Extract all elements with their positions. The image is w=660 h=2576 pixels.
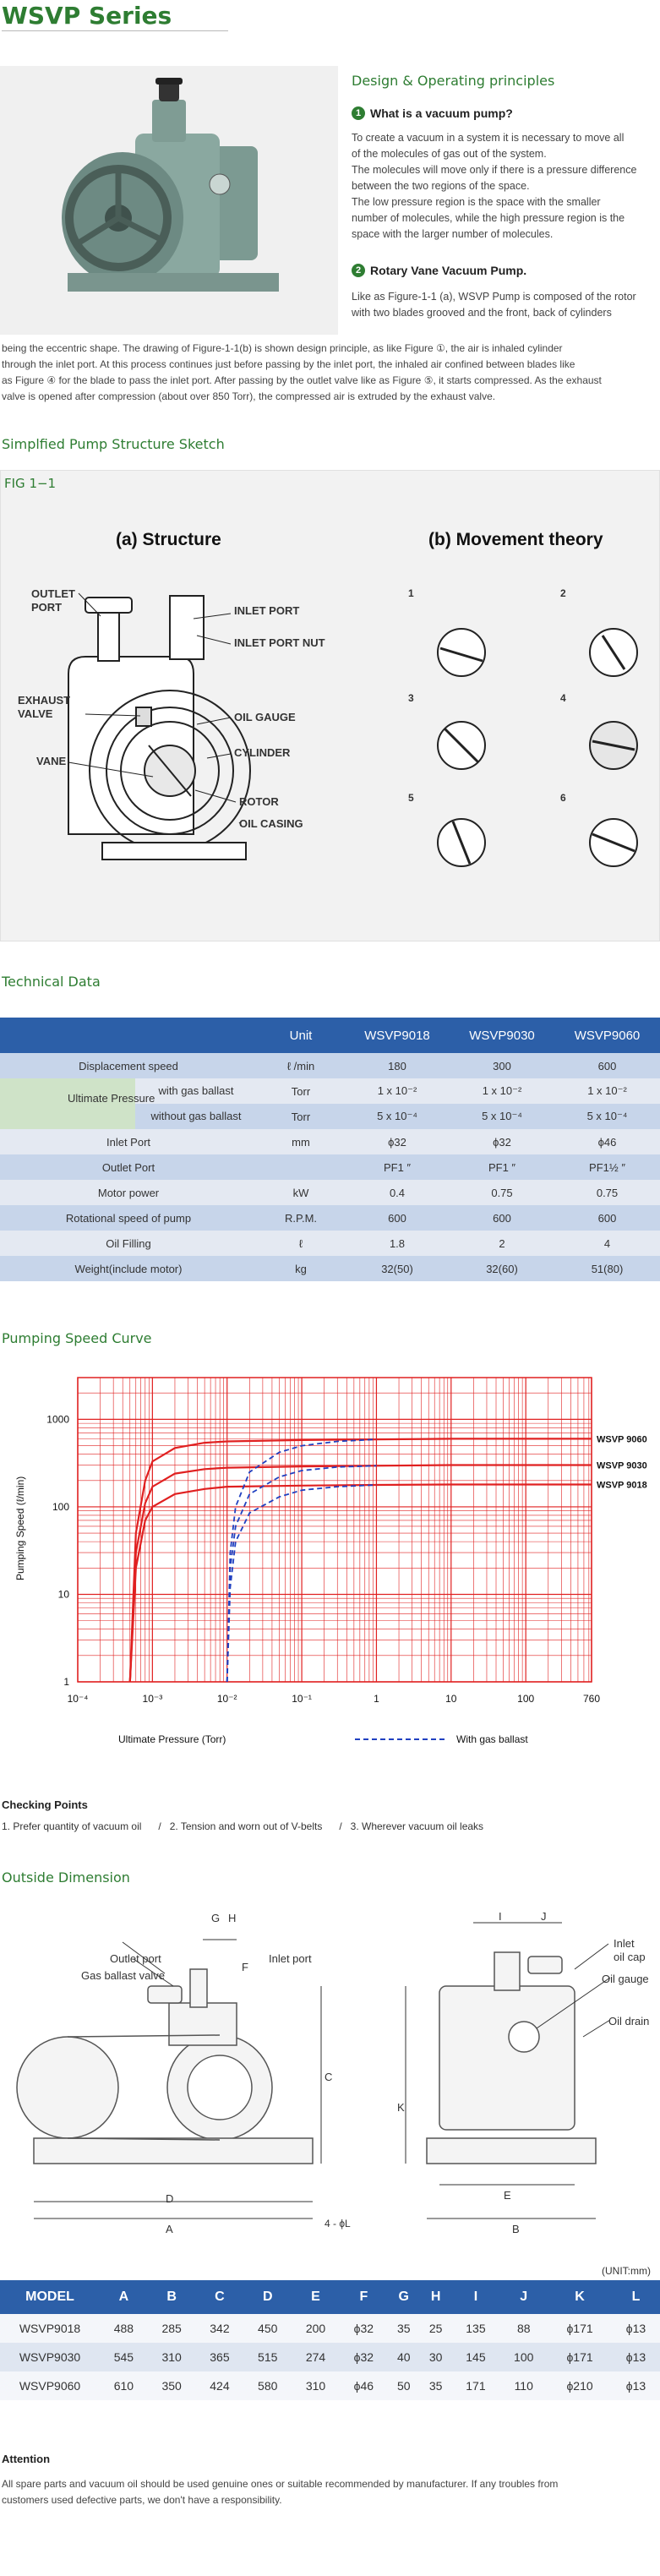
- ultimate-label-bottom: [0, 1104, 135, 1129]
- y-tick-label: 1000: [46, 1413, 69, 1426]
- q1-line: The low pressure region is the space with the smaller: [352, 196, 601, 208]
- dimension-table: [0, 2280, 660, 2400]
- table-cell: 285: [161, 2322, 182, 2335]
- table-cell: Oil Filling: [106, 1236, 151, 1250]
- table-cell: 310: [305, 2379, 326, 2393]
- table-cell: 110: [514, 2379, 533, 2393]
- attention-line: customers used defective parts, we don't have a responsibility.: [2, 2494, 282, 2506]
- table-cell: 40: [396, 2350, 411, 2364]
- x-tick-label: 760: [582, 1693, 601, 1705]
- table-cell: 600: [597, 1059, 617, 1072]
- table-row: [0, 2314, 660, 2343]
- label-cylinder: CYLINDER: [234, 746, 291, 759]
- table-cell: 365: [210, 2350, 230, 2364]
- technical-table: [0, 1018, 660, 1281]
- label-exhaust-line: EXHAUST: [18, 694, 71, 707]
- dim-gas-ballast: Gas ballast valve: [81, 1969, 165, 1982]
- table-header: D: [243, 2280, 292, 2314]
- table-header: E: [292, 2280, 340, 2314]
- x-tick-label: 1: [374, 1693, 379, 1705]
- q1-line: of the molecules of gas out of the system.: [352, 148, 547, 160]
- table-cell: ϕ32: [388, 1135, 406, 1149]
- q1-line: To create a vacuum in a system it is necessary to move all: [352, 132, 625, 144]
- dim-letter-b: B: [512, 2223, 520, 2235]
- dim-letter-d: D: [166, 2192, 174, 2205]
- table-header: B: [148, 2280, 196, 2314]
- table-header: I: [452, 2280, 500, 2314]
- table-cell: 32(60): [486, 1262, 518, 1275]
- series-label: WSVP 9018: [597, 1480, 647, 1491]
- table-row: [0, 1154, 660, 1180]
- step-number: 3: [408, 692, 414, 704]
- table-cell: 424: [210, 2379, 230, 2393]
- dim-letter-i: I: [499, 1910, 502, 1923]
- table-cell: ϕ46: [353, 2379, 374, 2393]
- table-cell: 610: [113, 2379, 134, 2393]
- table-header: H: [420, 2280, 452, 2314]
- table-cell: ϕ171: [566, 2350, 593, 2364]
- table-cell: 145: [466, 2350, 486, 2364]
- dim-letter-j: J: [541, 1910, 547, 1923]
- q1-heading: [352, 106, 513, 120]
- series-label: WSVP 9060: [597, 1434, 647, 1445]
- x-tick-label: 10⁻²: [216, 1693, 237, 1705]
- label-outlet-port: [31, 587, 75, 614]
- dim-oil-gauge: Oil gauge: [602, 1973, 649, 1985]
- table-cell: PF1 ″: [488, 1160, 516, 1174]
- dim-inlet-oil-cap-line: Inlet: [614, 1937, 635, 1950]
- x-tick-label: 10: [445, 1693, 457, 1705]
- table-cell: 5 x 10⁻⁴: [586, 1110, 628, 1122]
- principle-line: valve is opened after compression (about over 850 Torr), the compressed air is extruded by the exhaust valve.: [2, 390, 496, 402]
- table-cell: 25: [428, 2322, 443, 2335]
- sketch-heading: Simplfied Pump Structure Sketch: [2, 436, 225, 452]
- step-number: 1: [408, 587, 414, 599]
- table-row: [0, 1231, 660, 1256]
- table-header-row: [0, 2280, 660, 2314]
- dim-letter-k: K: [397, 2101, 405, 2114]
- q1-line: space with the larger number of molecules.: [352, 228, 554, 240]
- y-tick-label: 10: [57, 1588, 69, 1601]
- table-cell: ℓ: [298, 1236, 303, 1250]
- table-header: G: [388, 2280, 420, 2314]
- table-cell: 5 x 10⁻⁴: [482, 1110, 522, 1122]
- table-header: WSVP9030: [450, 1018, 554, 1053]
- principle-text: [2, 341, 660, 405]
- table-cell: 51(80): [591, 1262, 624, 1275]
- table-cell: kW: [292, 1186, 309, 1199]
- table-cell: 350: [161, 2379, 182, 2393]
- x-tick-label: 10⁻⁴: [67, 1693, 89, 1705]
- dim-four-l: 4 - ϕL: [325, 2218, 351, 2229]
- table-row: [0, 1053, 660, 1078]
- y-tick-label: 1: [63, 1676, 69, 1688]
- table-cell: Outlet Port: [101, 1160, 155, 1174]
- unit-label: (UNIT:mm): [602, 2265, 651, 2277]
- table-cell: 88: [516, 2322, 531, 2335]
- table-header: F: [340, 2280, 388, 2314]
- table-cell: mm: [292, 1135, 310, 1149]
- dim-letter-e: E: [504, 2189, 511, 2202]
- table-row: [0, 1129, 660, 1154]
- q2-title: Rotary Vane Vacuum Pump.: [370, 264, 527, 277]
- table-header: WSVP9018: [345, 1018, 450, 1053]
- table-cell: 1 x 10⁻²: [482, 1084, 522, 1097]
- curve-heading: Pumping Speed Curve: [2, 1330, 152, 1346]
- design-heading: Design & Operating principles: [352, 73, 555, 89]
- table-cell: ϕ32: [493, 1135, 511, 1149]
- table-header: C: [196, 2280, 244, 2314]
- table-cell: ϕ13: [625, 2322, 646, 2335]
- table-header-row: [0, 1018, 660, 1053]
- dim-letter-a: A: [166, 2223, 173, 2235]
- table-cell: 200: [305, 2322, 326, 2335]
- label-inlet-port: INLET PORT: [234, 604, 300, 617]
- table-row: [0, 1205, 660, 1231]
- table-cell: 5 x 10⁻⁴: [377, 1110, 417, 1122]
- table-header: [0, 1018, 257, 1053]
- table-cell: ϕ32: [353, 2322, 374, 2335]
- table-row: [0, 1104, 660, 1129]
- table-cell: 35: [396, 2322, 411, 2335]
- product-photo: [0, 66, 338, 335]
- ultimate-with-label: with gas ballast: [158, 1084, 234, 1097]
- table-cell: 0.75: [491, 1186, 513, 1199]
- table-cell: 600: [597, 1211, 617, 1225]
- q1-text: [352, 130, 660, 243]
- table-cell: 1 x 10⁻²: [587, 1084, 627, 1097]
- table-cell: Torr: [291, 1084, 311, 1098]
- dim-letter-h: H: [228, 1912, 237, 1924]
- q2-line: with two blades grooved and the front, back of cylinders: [352, 307, 612, 319]
- label-oil-gauge: OIL GAUGE: [234, 711, 296, 723]
- table-cell: [257, 1154, 345, 1180]
- dim-letter-c: C: [325, 2071, 333, 2083]
- table-cell: 135: [466, 2322, 486, 2335]
- q2-text: [352, 289, 660, 321]
- title-divider: [2, 30, 228, 31]
- table-cell: Motor power: [97, 1186, 160, 1199]
- x-tick-label: 10⁻³: [142, 1693, 163, 1705]
- table-cell: Weight(include motor): [74, 1262, 183, 1275]
- table-cell: [0, 1104, 257, 1129]
- dim-letter-f: F: [242, 1961, 248, 1973]
- ultimate-pressure-label: Ultimate Pressure: [68, 1092, 155, 1105]
- label-rotor: ROTOR: [239, 795, 279, 808]
- attention-title: Attention: [2, 2453, 51, 2465]
- table-cell: 0.75: [596, 1186, 619, 1199]
- table-header: K: [548, 2280, 612, 2314]
- attention-line: All spare parts and vacuum oil should be used genuine ones or suitable recommended by manufacturer. If any troubles from: [2, 2478, 559, 2490]
- table-row: [0, 2343, 660, 2371]
- pumping-speed-chart: [0, 1361, 660, 1758]
- table-cell: 180: [388, 1059, 406, 1072]
- q1-line: number of molecules, while the high pressure region is the: [352, 212, 625, 224]
- q2-line: Like as Figure-1-1 (a), WSVP Pump is composed of the rotor: [352, 291, 636, 303]
- table-header: WSVP9060: [554, 1018, 660, 1053]
- table-cell: R.P.M.: [284, 1211, 318, 1225]
- principle-line: being the eccentric shape. The drawing of Figure-1-1(b) is shown design principle, as like Figure ①, the air is inhaled cylinder: [2, 342, 563, 354]
- table-cell: 515: [258, 2350, 278, 2364]
- table-cell: 310: [161, 2350, 182, 2364]
- x-tick-label: 10⁻¹: [292, 1693, 312, 1705]
- dim-inlet-oil-cap-line: oil cap: [614, 1951, 646, 1963]
- legend-label: With gas ballast: [456, 1733, 528, 1745]
- table-cell: ϕ13: [625, 2379, 646, 2393]
- table-cell: kg: [295, 1262, 307, 1275]
- y-axis-label: Pumping Speed (ℓ/min): [14, 1476, 26, 1580]
- table-header: MODEL: [0, 2280, 100, 2314]
- q1-title: What is a vacuum pump?: [370, 106, 513, 120]
- step-number: 5: [408, 792, 414, 804]
- table-cell: 171: [466, 2379, 486, 2393]
- step-number: 2: [560, 587, 566, 599]
- label-oil-casing: OIL CASING: [239, 817, 303, 830]
- x-axis-label: Ultimate Pressure (Torr): [118, 1733, 226, 1745]
- table-row: [0, 1180, 660, 1205]
- dim-inlet-oil-cap: [614, 1937, 646, 1964]
- table-row: [0, 1256, 660, 1281]
- table-cell: 342: [210, 2322, 230, 2335]
- table-cell: WSVP9060: [19, 2379, 81, 2393]
- page-title: WSVP Series: [2, 2, 172, 30]
- table-cell: ϕ32: [353, 2350, 374, 2364]
- q1-line: The molecules will move only if there is a pressure difference: [352, 164, 637, 176]
- principle-line: as Figure ④ for the blade to pass the inlet port. After passing by the outlet valve like as Figure ⑤, it starts compressed. As the exhaust: [2, 374, 602, 386]
- dim-oil-drain: Oil drain: [608, 2015, 650, 2028]
- table-cell: 450: [258, 2322, 278, 2335]
- table-row: [0, 2371, 660, 2400]
- q2-number: 2: [352, 264, 365, 277]
- table-cell: ℓ /min: [286, 1059, 315, 1072]
- table-cell: 300: [493, 1059, 511, 1072]
- table-header: L: [612, 2280, 660, 2314]
- table-cell: Displacement speed: [79, 1059, 178, 1072]
- checking-text: 1. Prefer quantity of vacuum oil / 2. Tension and worn out of V-belts / 3. Wherever vacuum oil leaks: [2, 1820, 484, 1832]
- attention-text: [2, 2476, 558, 2508]
- table-cell: 600: [493, 1211, 511, 1225]
- principle-line: through the inlet port. At this process continues just before passing by the inlet port, the inhaled air confined between blades like: [2, 358, 575, 370]
- table-cell: ϕ210: [566, 2379, 593, 2393]
- table-cell: 1.8: [389, 1236, 406, 1250]
- table-cell: Inlet Port: [106, 1135, 151, 1149]
- table-header: Unit: [257, 1018, 345, 1053]
- label-vane: VANE: [36, 755, 67, 767]
- label-exhaust-line: VALVE: [18, 707, 53, 720]
- q1-line: between the two regions of the space.: [352, 180, 530, 192]
- ultimate-without-label: without gas ballast: [150, 1110, 242, 1122]
- technical-heading: Technical Data: [2, 974, 101, 990]
- label-outlet-port-line: PORT: [31, 601, 63, 614]
- step-number: 6: [560, 792, 566, 804]
- table-cell: 274: [305, 2350, 326, 2364]
- table-cell: 580: [258, 2379, 278, 2393]
- x-tick-label: 100: [517, 1693, 535, 1705]
- figure-panel: [0, 470, 660, 941]
- y-tick-label: 100: [52, 1500, 69, 1513]
- table-cell: 0.4: [389, 1186, 406, 1199]
- dim-outlet-port: Outlet port: [110, 1952, 161, 1965]
- series-label: WSVP 9030: [597, 1460, 647, 1471]
- step-number: 4: [560, 692, 566, 704]
- table-cell: 600: [388, 1211, 406, 1225]
- table-cell: WSVP9018: [19, 2322, 81, 2335]
- structure-title: (a) Structure: [116, 530, 221, 549]
- label-exhaust-valve: [18, 694, 70, 721]
- table-cell: 30: [428, 2350, 443, 2364]
- dim-inlet-port: Inlet port: [269, 1952, 312, 1965]
- table-cell: ϕ46: [597, 1135, 617, 1149]
- table-cell: 32(50): [381, 1262, 413, 1275]
- q1-number: 1: [352, 106, 365, 120]
- table-cell: 4: [603, 1236, 611, 1250]
- movement-title: (b) Movement theory: [428, 530, 603, 549]
- table-cell: PF1 ″: [383, 1160, 412, 1174]
- table-cell: ϕ171: [566, 2322, 593, 2335]
- table-cell: 545: [113, 2350, 134, 2364]
- table-header: J: [499, 2280, 548, 2314]
- table-cell: PF1½ ″: [589, 1160, 625, 1174]
- table-cell: 488: [113, 2322, 134, 2335]
- label-outlet-port-line: OUTLET: [31, 587, 75, 600]
- table-cell: WSVP9030: [19, 2350, 81, 2364]
- checking-title: Checking Points: [2, 1798, 88, 1811]
- fig-label: FIG 1−1: [4, 476, 57, 491]
- table-header: A: [100, 2280, 148, 2314]
- table-cell: 2: [499, 1236, 505, 1250]
- label-inlet-nut: INLET PORT NUT: [234, 636, 325, 649]
- table-cell: ϕ13: [625, 2350, 646, 2364]
- q2-heading: [352, 264, 526, 277]
- table-cell: 100: [514, 2350, 534, 2364]
- dim-letter-g: G: [211, 1912, 221, 1924]
- table-cell: Rotational speed of pump: [65, 1211, 192, 1225]
- table-cell: 1 x 10⁻²: [377, 1084, 417, 1097]
- ultimate-without-cell: [0, 1104, 257, 1129]
- table-cell: 50: [396, 2379, 411, 2393]
- outside-heading: Outside Dimension: [2, 1869, 130, 1886]
- table-cell: Torr: [291, 1110, 311, 1123]
- table-cell: 35: [428, 2379, 443, 2393]
